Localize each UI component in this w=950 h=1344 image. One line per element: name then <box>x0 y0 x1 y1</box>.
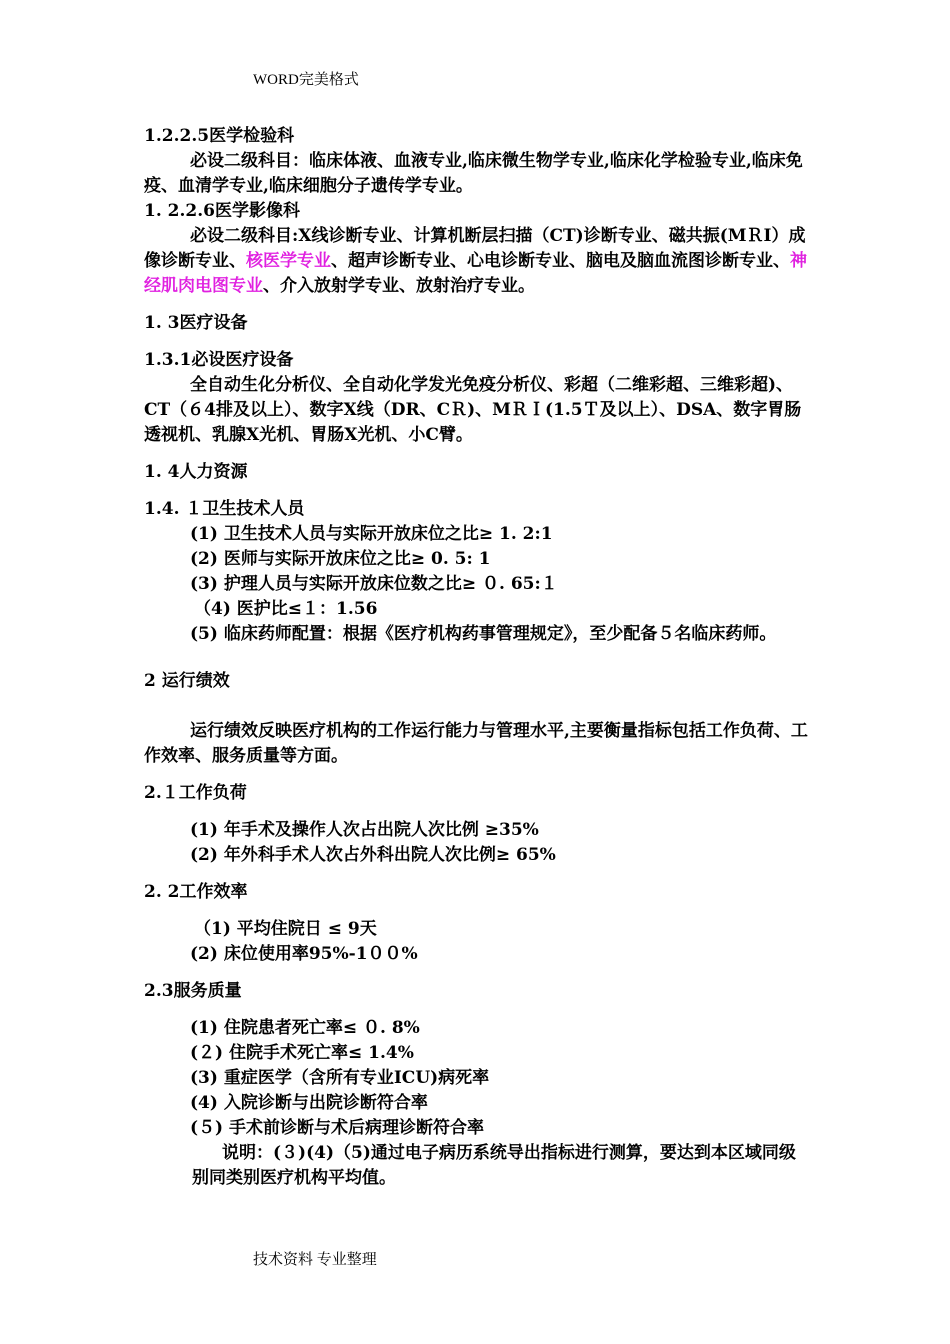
highlight-nuclear-medicine: 核医学专业 <box>246 251 331 271</box>
list-item: (4) 入院诊断与出院诊断符合率 <box>190 1093 428 1113</box>
section-heading-2-3: 2.3服务质量 <box>144 981 242 1001</box>
list-item: (3) 重症医学（含所有专业ICU)病死率 <box>190 1068 490 1088</box>
list-item: (2) 年外科手术人次占外科出院人次比例≥ 65% <box>190 845 556 865</box>
section-heading-2-2: 2. 2工作效率 <box>144 882 248 902</box>
section-heading-1-2-2-5: 1.2.2.5医学检验科 <box>144 126 295 146</box>
list-item: (5) 临床药师配置：根据《医疗机构药事管理规定》，至少配备５名临床药师。 <box>190 624 777 644</box>
list-item: (1) 住院患者死亡率≤ ０. 8% <box>190 1018 420 1038</box>
list-item: （1) 平均住院日 ≤ 9天 <box>194 919 377 939</box>
document-body <box>144 124 808 1191</box>
section-heading-2: 2 运行绩效 <box>144 671 230 691</box>
page-header: WORD完美格式 <box>253 72 359 88</box>
section-heading-1-3-1: 1.3.1必设医疗设备 <box>144 350 294 370</box>
section-heading-1-3: 1. 3医疗设备 <box>144 313 248 333</box>
imaging-text-part-3: 、介入放射学专业、放射治疗专业。 <box>263 276 535 296</box>
paragraph-lab-subjects: 必设二级科目：临床体液、血液专业,临床微生物学专业,临床化学检验专业,临床免疫、血清学专业,临床细胞分子遗传学专业。 <box>144 151 803 196</box>
list-item: (２) 住院手术死亡率≤ 1.4% <box>190 1043 414 1063</box>
page-footer: 技术资料 专业整理 <box>253 1252 377 1268</box>
section-heading-2-1: 2.１工作负荷 <box>144 783 247 803</box>
highlight-emg: 神经肌肉电图专业 <box>144 251 807 296</box>
section-heading-1-2-2-6: 1. 2.2.6医学影像科 <box>144 201 300 221</box>
imaging-text-part-2: 、超声诊断专业、心电诊断专业、脑电及脑血流图诊断专业、 <box>331 251 790 271</box>
list-item: (1) 卫生技术人员与实际开放床位之比≥ 1. 2:1 <box>190 524 553 544</box>
section-heading-1-4: 1. 4人力资源 <box>144 462 248 482</box>
list-item: (５) 手术前诊断与术后病理诊断符合率 <box>190 1118 485 1138</box>
paragraph-performance: 运行绩效反映医疗机构的工作运行能力与管理水平,主要衡量指标包括工作负荷、工作效率、服务质量等方面。 <box>144 721 808 766</box>
list-item: (2) 床位使用率95%-1００% <box>190 944 418 964</box>
paragraph-imaging-subjects <box>144 224 808 299</box>
section-heading-1-4-1: 1.4. １卫生技术人员 <box>144 499 305 519</box>
note-paragraph: 说明：(３)(4)（5)通过电子病历系统导出指标进行测算，要达到本区域同级别同类别医疗机构平均值。 <box>192 1143 796 1188</box>
list-item: (2) 医师与实际开放床位之比≥ 0. 5: 1 <box>190 549 491 569</box>
list-item: （4) 医护比≤１：1.56 <box>194 599 378 619</box>
imaging-text-part-1: 必设二级科目:X线诊断专业、计算机断层扫描（CT)诊断专业、磁共振(MＲI）成像诊断专业、 <box>144 226 806 271</box>
list-item: (1) 年手术及操作人次占出院人次比例 ≥35% <box>190 820 539 840</box>
paragraph-equipment: 全自动生化分析仪、全自动化学发光免疫分析仪、彩超（二维彩超、三维彩超)、CT（６4排及以上）、数字X线（DR、CＲ)、MＲＩ(1.5Ｔ及以上）、DSA、数字胃肠透视机、乳腺X光机、胃肠X光机、小C臂。 <box>144 375 802 445</box>
list-item: (3) 护理人员与实际开放床位数之比≥ ０. 65:１ <box>190 574 558 594</box>
